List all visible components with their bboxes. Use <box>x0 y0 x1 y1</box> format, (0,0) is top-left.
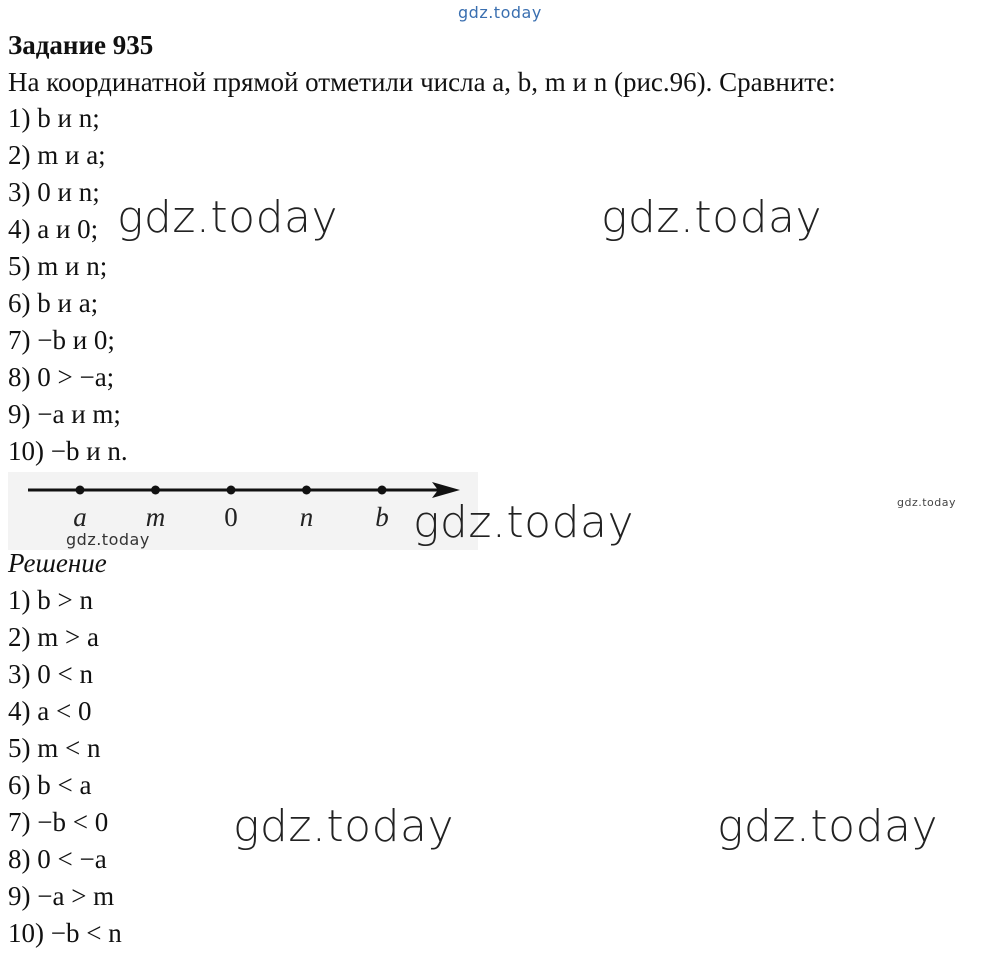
task-item: 3) 0 и n; <box>8 177 100 207</box>
solution-heading: Решение <box>8 548 107 578</box>
axis-point-a <box>76 486 85 495</box>
axis-point-label: m <box>145 502 166 532</box>
answer-item: 7) −b < 0 <box>8 807 109 837</box>
task-title: Задание 935 <box>8 30 154 60</box>
answer-item: 6) b < a <box>8 770 92 800</box>
axis-point-n <box>302 486 311 495</box>
watermark-tiny: gdz.today <box>897 496 957 509</box>
task-item: 10) −b и n. <box>8 436 128 466</box>
answer-item: 5) m < n <box>8 733 101 763</box>
answer-item: 10) −b < n <box>8 918 122 948</box>
task-item: 5) m и n; <box>8 251 108 281</box>
task-statement: На координатной прямой отметили числа a, b, m и n (рис.96). Сравните: <box>8 67 836 97</box>
axis-point-zero <box>227 486 236 495</box>
axis-point-label: a <box>73 502 87 532</box>
axis-point-b <box>378 486 387 495</box>
watermark: gdz.today <box>117 192 339 243</box>
task-item: 9) −a и m; <box>8 399 121 429</box>
answer-item: 3) 0 < n <box>8 659 93 689</box>
watermark-top: gdz.today <box>458 3 542 22</box>
task-item: 8) 0 > −a; <box>8 362 115 392</box>
axis-point-label: 0 <box>224 502 238 532</box>
task-item: 6) b и a; <box>8 288 99 318</box>
watermark: gdz.today <box>413 497 635 548</box>
watermark: gdz.today <box>233 801 455 852</box>
task-item: 1) b и n; <box>8 103 100 133</box>
task-item: 2) m и a; <box>8 140 106 170</box>
task-item: 4) a и 0; <box>8 214 99 244</box>
axis-point-label: n <box>299 502 314 532</box>
axis-point-label: b <box>375 502 389 532</box>
answer-item: 8) 0 < −a <box>8 844 107 874</box>
answer-item: 1) b > n <box>8 585 93 615</box>
answer-item: 2) m > a <box>8 622 99 652</box>
axis-point-m <box>151 486 160 495</box>
task-item: 7) −b и 0; <box>8 325 115 355</box>
watermark-small: gdz.today <box>66 530 150 549</box>
watermark: gdz.today <box>601 192 823 243</box>
watermark: gdz.today <box>717 801 939 852</box>
answer-item: 4) a < 0 <box>8 696 92 726</box>
answer-item: 9) −a > m <box>8 881 115 911</box>
